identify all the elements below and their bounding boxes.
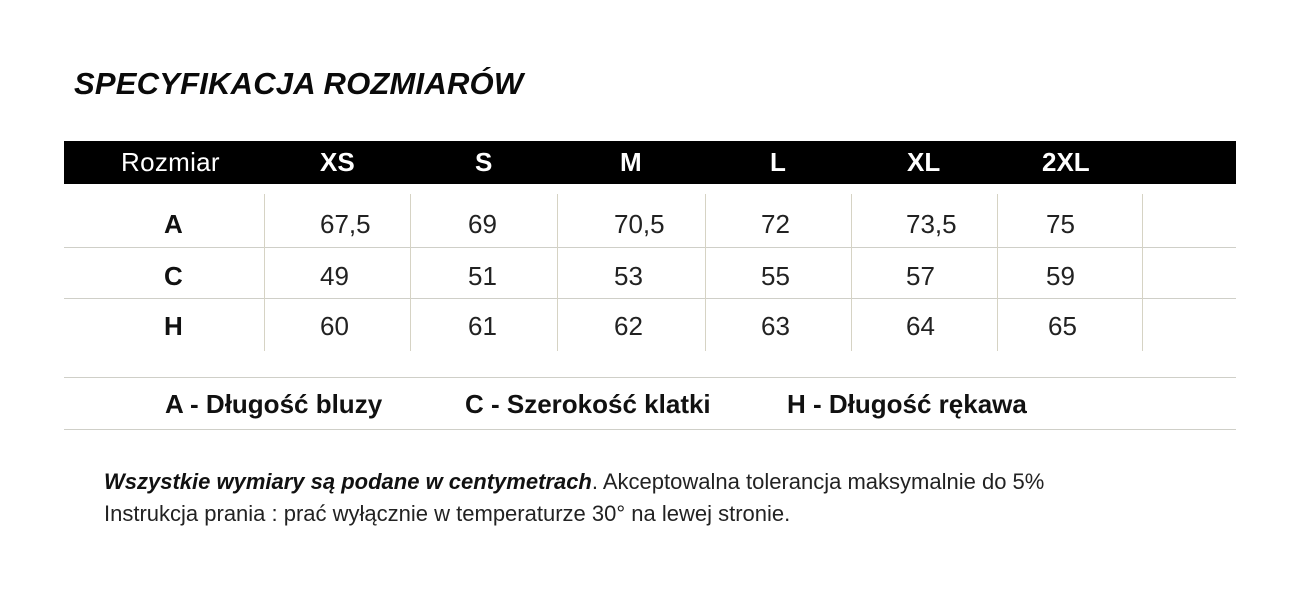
table-cell: 73,5 [906,209,957,239]
table-cell: 55 [761,261,790,291]
note-emphasis: Wszystkie wymiary są podane w centymetrach [104,469,592,494]
column-divider [851,194,852,351]
table-cell: 51 [468,261,497,291]
row-label: C [164,261,183,291]
notes [104,466,1044,530]
table-cell: 67,5 [320,209,371,239]
table-cell: 62 [614,311,643,341]
row-divider [64,247,1236,248]
page-title: SPECYFIKACJA ROZMIARÓW [74,66,524,101]
header-size-m: M [620,147,642,177]
row-label: A [164,209,183,239]
table-body [64,184,1236,352]
table-cell: 69 [468,209,497,239]
column-divider [1142,194,1143,351]
column-divider [264,194,265,351]
table-cell: 65 [1048,311,1077,341]
note-line-1 [104,466,1044,498]
table-cell: 75 [1046,209,1075,239]
table-row [64,300,1236,352]
header-size-2xl: 2XL [1042,147,1090,177]
table-header [64,141,1236,184]
header-size-xl: XL [907,147,941,177]
header-size-xs: XS [320,147,355,177]
row-divider [64,298,1236,299]
legend-item-h: H - Długość rękawa [787,389,1027,419]
column-divider [410,194,411,351]
legend-item-c: C - Szerokość klatki [465,389,711,419]
table-cell: 70,5 [614,209,665,239]
table-cell: 72 [761,209,790,239]
note-tolerance: . Akceptowalna tolerancja maksymalnie do 5% [591,469,1045,494]
table-cell: 53 [614,261,643,291]
header-size-s: S [475,147,493,177]
column-divider [557,194,558,351]
table-cell: 59 [1046,261,1075,291]
header-size-l: L [770,147,786,177]
table-cell: 57 [906,261,935,291]
table-cell: 60 [320,311,349,341]
table-row [64,198,1236,250]
table-cell: 49 [320,261,349,291]
table-row [64,250,1236,302]
header-size-label: Rozmiar [121,147,220,177]
column-divider [997,194,998,351]
size-table [64,141,1236,352]
legend-item-a: A - Długość bluzy [165,389,383,419]
row-label: H [164,311,183,341]
column-divider [705,194,706,351]
table-cell: 63 [761,311,790,341]
note-line-2: Instrukcja prania : prać wyłącznie w temperaturze 30° na lewej stronie. [104,501,791,526]
legend [64,377,1236,430]
table-cell: 64 [906,311,935,341]
table-cell: 61 [468,311,497,341]
